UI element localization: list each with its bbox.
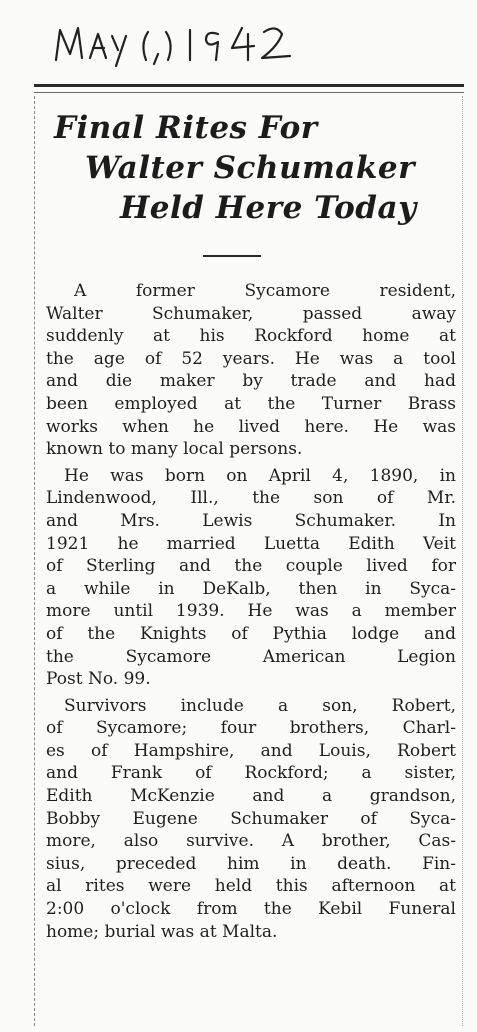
headline xyxy=(40,108,460,228)
article-body xyxy=(46,280,456,947)
paragraph-2 xyxy=(46,465,456,691)
article-line: A former Sycamore resident, xyxy=(74,281,456,301)
article-line: the age of 52 years. He was a tool xyxy=(46,348,456,369)
article-line: suddenly at his Rockford home at xyxy=(46,326,456,347)
article-line: and Mrs. Lewis Schumaker. In xyxy=(46,510,456,531)
article-line: Survivors include a son, Robert, xyxy=(64,695,456,716)
article-line: Edith McKenzie and a grandson, xyxy=(46,786,456,807)
top-rule xyxy=(34,84,464,87)
article-line: Lindenwood, Ill., the son of Mr. xyxy=(46,488,456,509)
headline-line-2: Walter Schumaker xyxy=(85,150,415,186)
article-line: works when he lived here. He was xyxy=(46,416,456,437)
article-line: al rites were held this afternoon at xyxy=(46,876,456,897)
article-line: and Frank of Rockford; a sister, xyxy=(46,763,456,784)
article-line: home; burial was at Malta. xyxy=(46,921,278,942)
article-line: He was born on April 4, 1890, in xyxy=(64,465,456,486)
article-line: more, also survive. A brother, Cas- xyxy=(46,831,456,852)
article-line: Walter Schumaker, passed away xyxy=(46,303,456,324)
headline-line-3: Held Here Today xyxy=(120,190,417,226)
article-line: of the Knights of Pythia lodge and xyxy=(46,623,456,644)
paragraph-1 xyxy=(46,280,456,461)
headline-divider xyxy=(203,255,261,257)
handwritten-date-ink xyxy=(50,8,410,68)
article-line: sius, preceded him in death. Fin- xyxy=(46,853,456,874)
article-line: a while in DeKalb, then in Syca- xyxy=(46,578,456,599)
article-line: of Sycamore; four brothers, Charl- xyxy=(46,718,456,739)
article-line: Post No. 99. xyxy=(46,669,151,690)
article-line: 2:00 o'clock from the Kebil Funeral xyxy=(46,899,456,920)
article-line: 1921 he married Luetta Edith Veit xyxy=(46,533,456,554)
headline-line-1: Final Rites For xyxy=(54,110,318,146)
column-left-rule xyxy=(34,96,35,1026)
article-line: es of Hampshire, and Louis, Robert xyxy=(46,740,456,761)
article-line: of Sterling and the couple lived for xyxy=(46,556,456,577)
handwritten-date xyxy=(50,8,410,68)
article-line: been employed at the Turner Brass xyxy=(46,393,456,414)
article-line: Bobby Eugene Schumaker of Syca- xyxy=(46,808,456,829)
top-rule-thin xyxy=(34,92,464,93)
paragraph-3 xyxy=(46,695,456,944)
column-right-rule xyxy=(462,96,463,1026)
article-line: more until 1939. He was a member xyxy=(46,601,456,622)
article-line: the Sycamore American Legion xyxy=(46,646,456,667)
article-line: and die maker by trade and had xyxy=(46,371,456,392)
article-line: known to many local persons. xyxy=(46,439,303,460)
